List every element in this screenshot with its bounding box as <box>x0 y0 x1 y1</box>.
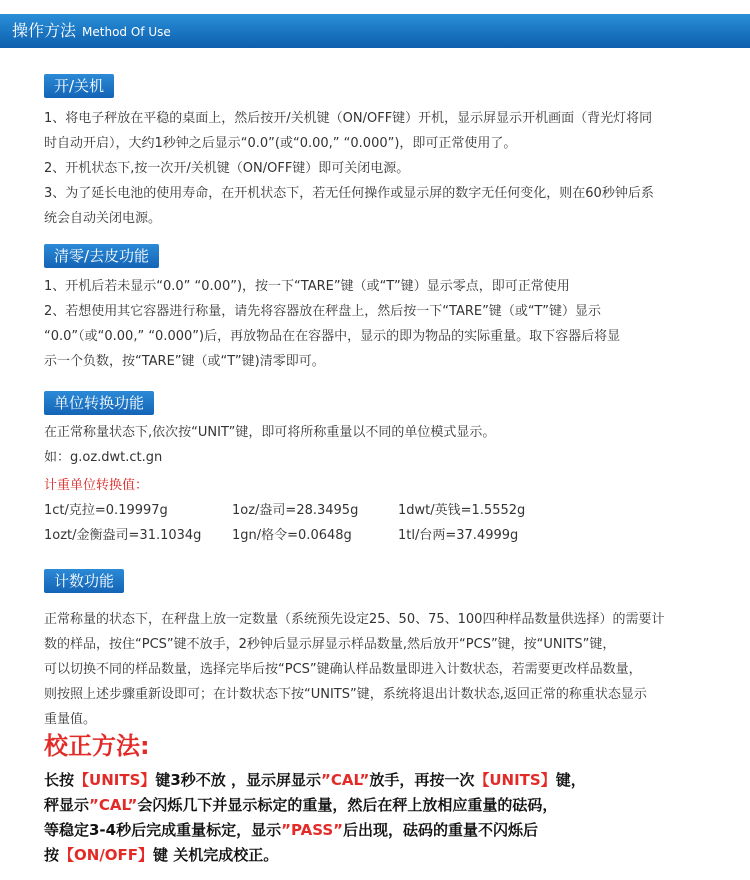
cal-text: 键 关机完成校正。 <box>153 846 279 864</box>
text-line: 则按照上述步骤重新设即可；在计数状态下按“UNITS”键，系统将退出计数状态,返回正常的称重状态显示 <box>44 687 647 702</box>
calibration-body <box>44 768 724 868</box>
text-line: 2、若想使用其它容器进行称量，请先将容器放在秤盘上，然后按一下“TARE”键（或“T”键）显示 <box>44 304 601 319</box>
text-line: 3、为了延长电池的使用寿命，在开机状态下，若无任何操作或显示屏的数字无任何变化，则在60秒钟后系 <box>44 186 654 201</box>
text-line: 可以切换不同的样品数量，选择完毕后按“PCS”键确认样品数量即进入计数状态，若需要更改样品数量， <box>44 662 642 677</box>
cal-highlight: ”CAL” <box>89 796 138 814</box>
cal-text: 键， <box>555 771 586 789</box>
calibration-title: 校正方法: <box>44 732 150 760</box>
conversion-value: 1ct/克拉=0.19997g <box>44 503 168 518</box>
cal-text: 会闪烁几下并显示标定的重量，然后在秤上放相应重量的砝码， <box>137 796 558 814</box>
cal-text: 后出现，砝码的重量不闪烁后 <box>342 821 538 839</box>
conversion-value: 1tl/台两=37.4999g <box>398 528 519 543</box>
text-line: 2、开机状态下,按一次开/关机键（ON/OFF键）即可关闭电源。 <box>44 161 410 176</box>
conversion-value: 1dwt/英钱=1.5552g <box>398 503 526 518</box>
text-line: 如：g.oz.dwt.ct.gn <box>44 450 163 465</box>
text-line: 示一个负数，按“TARE”键（或“T”键)清零即可。 <box>44 354 325 369</box>
conversion-row <box>44 498 704 523</box>
text-line: 1、开机后若未显示“0.0” “0.00”)，按一下“TARE”键（或“T”键）显示零点，即可正常使用 <box>44 279 570 294</box>
text-line: 1、将电子秤放在平稳的桌面上，然后按开/关机键（ON/OFF键）开机，显示屏显示开机画面（背光灯将同 <box>44 111 653 126</box>
cal-highlight: ”PASS” <box>281 821 343 839</box>
conversion-value: 1ozt/金衡盎司=31.1034g <box>44 528 202 543</box>
section-title-tare: 清零/去皮功能 <box>44 244 159 268</box>
section-title-power: 开/关机 <box>44 74 114 98</box>
calibration-line <box>44 843 724 868</box>
text-line: 正常称量的状态下，在秤盘上放一定数量（系统预先设定25、50、75、100四种样品数量供选择）的需要计 <box>44 612 665 627</box>
cal-text: 放手，再按一次 <box>369 771 475 789</box>
cal-text: 长按 <box>44 771 75 789</box>
calibration-line <box>44 768 724 793</box>
text-line: 统会自动关闭电源。 <box>44 211 162 226</box>
conversion-value: 1gn/格令=0.0648g <box>232 528 352 543</box>
cal-text: 秤显示 <box>44 796 90 814</box>
conversion-value: 1oz/盎司=28.3495g <box>232 503 359 518</box>
section-title-count: 计数功能 <box>44 569 124 593</box>
cal-highlight: 【ON/OFF】 <box>59 846 154 864</box>
header-title-en: Method Of Use <box>82 25 171 39</box>
cal-highlight: 【UNITS】 <box>474 771 556 789</box>
calibration-line <box>44 818 724 843</box>
section-body-power <box>44 106 709 231</box>
cal-text: 等稳定3-4秒后完成重量标定，显示 <box>44 821 282 839</box>
section-body-unit <box>44 420 709 470</box>
text-line: 在正常称量状态下,依次按“UNIT”键，即可将所称重量以不同的单位模式显示。 <box>44 425 496 440</box>
cal-highlight: 【UNITS】 <box>74 771 156 789</box>
cal-highlight: ”CAL” <box>321 771 370 789</box>
section-title-unit: 单位转换功能 <box>44 391 154 415</box>
conversion-label: 计重单位转换值： <box>44 478 149 493</box>
section-body-count <box>44 607 709 732</box>
calibration-line <box>44 793 724 818</box>
conversion-row <box>44 523 704 548</box>
header-title-cn: 操作方法 <box>12 21 77 40</box>
header-bar <box>0 14 750 48</box>
cal-text: 键3秒不放 ，显示屏显示 <box>155 771 322 789</box>
text-line: 数的样品，按住“PCS”键不放手，2秒钟后显示屏显示样品数量,然后放开“PCS”键，按“UNITS”键， <box>44 637 616 652</box>
text-line: “0.0”（或“0.00,” “0.000”)后，再放物品在在容器中，显示的即为物品的实际重量。取下容器后将显 <box>44 329 621 344</box>
cal-text: 按 <box>44 846 60 864</box>
text-line: 时自动开启），大约1秒钟之后显示“0.0”(或“0.00,” “0.000”)，即可正常使用了。 <box>44 136 517 151</box>
section-body-tare <box>44 274 709 374</box>
text-line: 重量值。 <box>44 712 97 727</box>
